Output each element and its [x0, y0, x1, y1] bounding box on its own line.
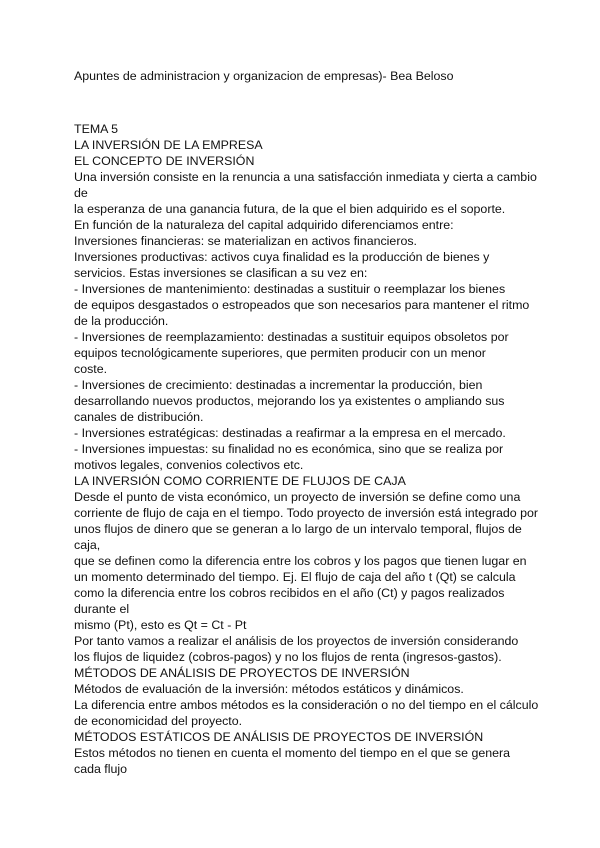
text-line: - Inversiones de mantenimiento: destinadas a sustituir o reemplazar los bienes [74, 282, 506, 296]
text-line: caja, [74, 538, 101, 552]
text-line: de equipos desgastados o estropeados que son necesarios para mantener el ritmo [74, 298, 530, 312]
text-line: canales de distribución. [74, 410, 204, 424]
document-body [74, 121, 544, 777]
text-line: La diferencia entre ambos métodos es la consideración o no del tiempo en el cálculo [74, 698, 539, 712]
text-line: - Inversiones estratégicas: destinadas a reafirmar a la empresa en el mercado. [74, 426, 506, 440]
text-line: Inversiones financieras: se materializan en activos financieros. [74, 234, 417, 248]
document-header: Apuntes de administracion y organizacion de empresas)- Bea Beloso [74, 69, 454, 83]
text-line: En función de la naturaleza del capital adquirido diferenciamos entre: [74, 218, 454, 232]
text-line: LA INVERSIÓN DE LA EMPRESA [74, 138, 263, 152]
text-line: durante el [74, 602, 130, 616]
text-line: - Inversiones de reemplazamiento: destinadas a sustituir equipos obsoletos por [74, 330, 509, 344]
text-line: cada flujo [74, 762, 128, 776]
text-line: desarrollando nuevos productos, mejorando los ya existentes o ampliando sus [74, 394, 505, 408]
text-line: la esperanza de una ganancia futura, de la que el bien adquirido es el soporte. [74, 202, 506, 216]
text-line: de economicidad del proyecto. [74, 714, 243, 728]
text-line: servicios. Estas inversiones se clasifican a su vez en: [74, 266, 368, 280]
text-line: Métodos de evaluación de la inversión: métodos estáticos y dinámicos. [74, 682, 464, 696]
text-line: unos flujos de dinero que se generan a lo largo de un intervalo temporal, flujos de [74, 522, 522, 536]
text-line: un momento determinado del tiempo. Ej. El flujo de caja del año t (Qt) se calcula [74, 570, 516, 584]
text-line: Una inversión consiste en la renuncia a una satisfacción inmediata y cierta a cambio [74, 170, 537, 184]
text-line: MÉTODOS ESTÁTICOS DE ANÁLISIS DE PROYECTOS DE INVERSIÓN [74, 730, 484, 744]
text-line: los flujos de liquidez (cobros-pagos) y no los flujos de renta (ingresos-gastos). [74, 650, 502, 664]
text-line: - Inversiones impuestas: su finalidad no es económica, sino que se realiza por [74, 442, 504, 456]
text-line: Por tanto vamos a realizar el análisis de los proyectos de inversión considerando [74, 634, 519, 648]
text-line: Desde el punto de vista económico, un proyecto de inversión se define como una [74, 490, 521, 504]
text-line: TEMA 5 [74, 122, 119, 136]
text-line: mismo (Pt), esto es Qt = Ct - Pt [74, 618, 247, 632]
text-line: motivos legales, convenios colectivos etc. [74, 458, 304, 472]
text-line: de [74, 186, 88, 200]
text-line: Inversiones productivas: activos cuya finalidad es la producción de bienes y [74, 250, 490, 264]
text-line: equipos tecnológicamente superiores, que permiten producir con un menor [74, 346, 486, 360]
text-line: que se definen como la diferencia entre los cobros y los pagos que tienen lugar en [74, 554, 527, 568]
text-line: de la producción. [74, 314, 169, 328]
text-line: MÉTODOS DE ANÁLISIS DE PROYECTOS DE INVERSIÓN [74, 666, 410, 680]
text-line: Estos métodos no tienen en cuenta el momento del tiempo en el que se genera [74, 746, 511, 760]
text-line: EL CONCEPTO DE INVERSIÓN [74, 154, 255, 168]
text-line: como la diferencia entre los cobros recibidos en el año (Ct) y pagos realizados [74, 586, 505, 600]
text-line: corriente de flujo de caja en el tiempo. Todo proyecto de inversión está integrado por [74, 506, 539, 520]
text-line: - Inversiones de crecimiento: destinadas a incrementar la producción, bien [74, 378, 483, 392]
text-line: coste. [74, 362, 108, 376]
text-line: LA INVERSIÓN COMO CORRIENTE DE FLUJOS DE CAJA [74, 474, 406, 488]
